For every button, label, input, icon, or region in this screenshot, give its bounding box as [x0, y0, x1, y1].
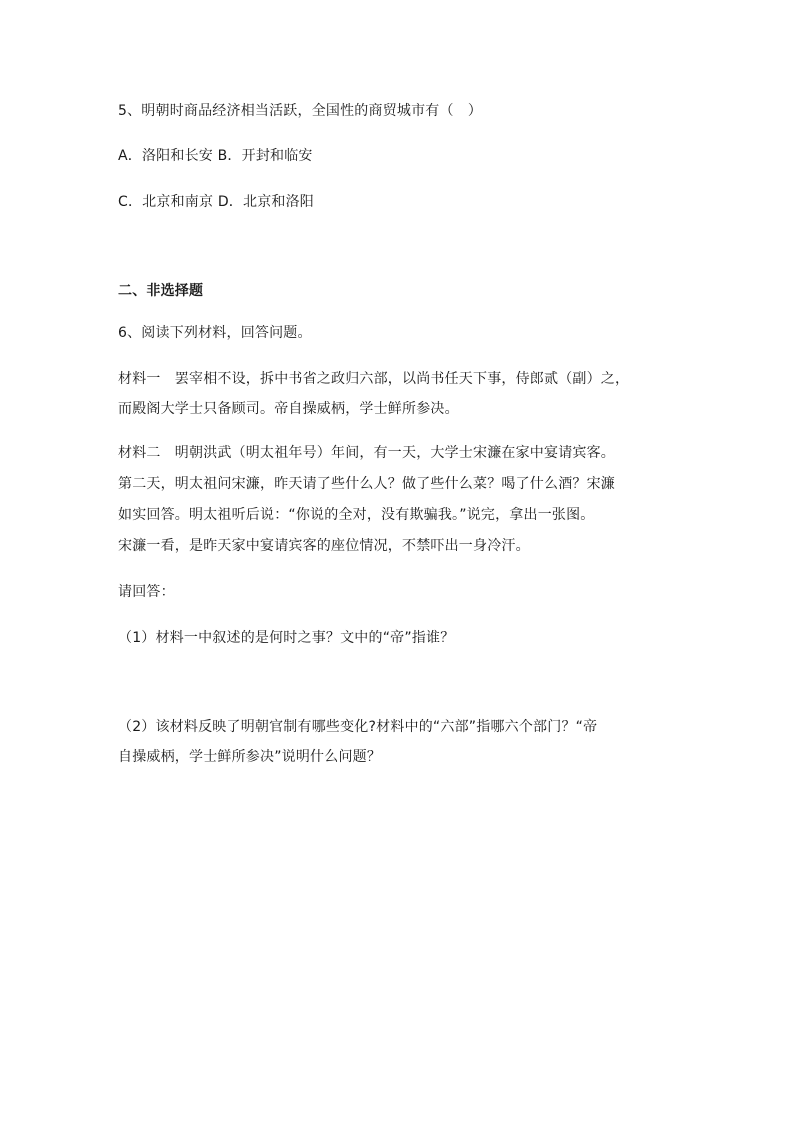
material-2-line-4: 宋濂一看，是昨天家中宴请宾客的座位情况，不禁吓出一身冷汗。	[118, 538, 530, 554]
sub-question-1: （1）材料一中叙述的是何时之事？文中的“帝”指谁？	[118, 630, 455, 646]
answer-prompt: 请回答：	[118, 584, 175, 600]
section-2-title: 二、非选择题	[118, 283, 204, 299]
material-2-line-3: 如实回答。明太祖听后说：“你说的全对，没有欺骗我。”说完，拿出一张图。	[118, 507, 595, 523]
material-1-line-2: 而殿阁大学士只备顾司。帝自操威柄，学士鲜所参决。	[118, 401, 459, 417]
question-5-options-ab: A．洛阳和长安 B．开封和临安	[118, 148, 313, 164]
material-2-line-2: 第二天，明太祖问宋濂，昨天请了些什么人？做了些什么菜？喝了什么酒？宋濂	[118, 476, 615, 492]
question-5-options-cd: C．北京和南京 D．北京和洛阳	[118, 194, 315, 210]
sub-question-2-line-2: 自操威柄，学士鲜所参决”说明什么问题？	[118, 749, 382, 765]
question-6-stem: 6、阅读下列材料，回答问题。	[118, 325, 312, 341]
question-5-stem: 5、明朝时商品经济相当活跃，全国性的商贸城市有（ ）	[118, 103, 483, 119]
material-1-line-1: 材料一 罢宰相不设，拆中书省之政归六部，以尚书任天下事，侍郎贰（副）之，	[118, 371, 630, 387]
material-2-line-1: 材料二 明朝洪武（明太祖年号）年间，有一天，大学士宋濂在家中宴请宾客。	[118, 445, 615, 461]
sub-question-2-line-1: （2）该材料反映了明朝官制有哪些变化?材料中的“六部”指哪六个部门？“帝	[118, 719, 598, 735]
